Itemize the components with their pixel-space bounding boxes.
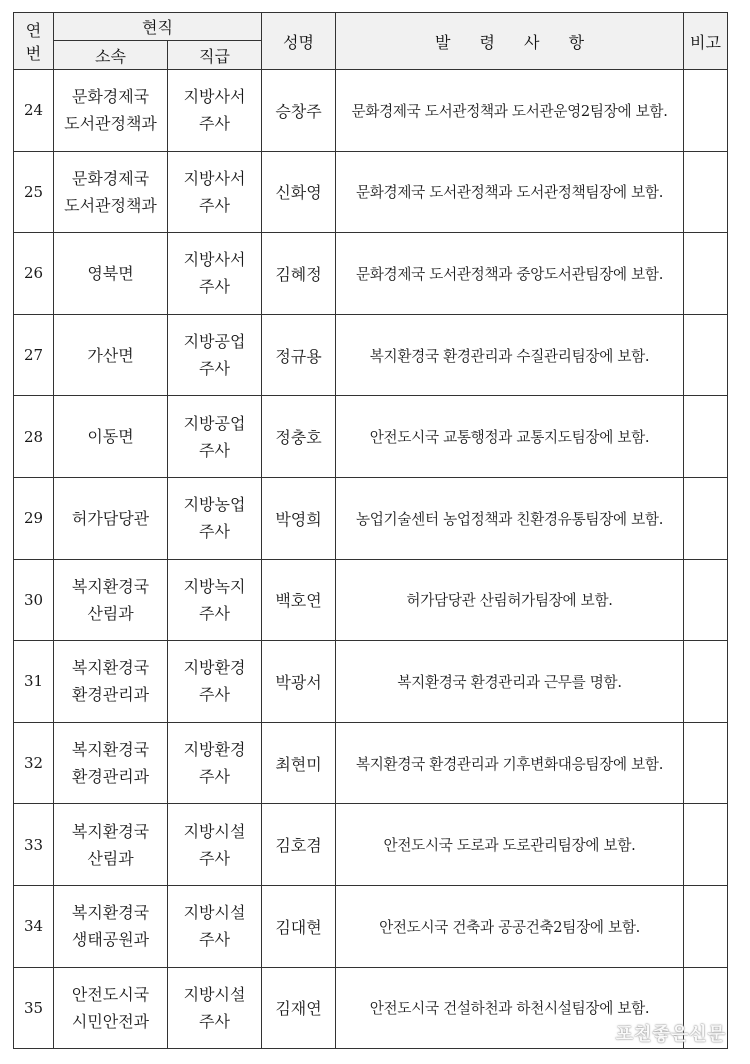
row-number: 24 (14, 70, 54, 152)
row-note (684, 559, 728, 641)
row-note (684, 885, 728, 967)
row-number: 28 (14, 396, 54, 478)
row-number: 33 (14, 804, 54, 886)
row-order: 농업기술센터 농업정책과 친환경유통팀장에 보함. (336, 477, 684, 559)
row-department: 가산면 (54, 314, 168, 396)
row-order: 허가담당관 산림허가팀장에 보함. (336, 559, 684, 641)
row-department: 복지환경국 산림과 (54, 804, 168, 886)
header-note: 비고 (684, 13, 728, 70)
row-name: 백호연 (262, 559, 336, 641)
row-grade: 지방시설 주사 (168, 967, 262, 1049)
row-grade: 지방시설 주사 (168, 885, 262, 967)
row-note (684, 641, 728, 723)
row-department: 복지환경국 환경관리과 (54, 641, 168, 723)
row-number: 29 (14, 477, 54, 559)
row-grade: 지방공업 주사 (168, 396, 262, 478)
row-name: 정규용 (262, 314, 336, 396)
row-order: 복지환경국 환경관리과 기후변화대응팀장에 보함. (336, 722, 684, 804)
row-number: 30 (14, 559, 54, 641)
row-name: 김호겸 (262, 804, 336, 886)
personnel-table (13, 12, 728, 1049)
row-department: 문화경제국 도서관정책과 (54, 151, 168, 233)
row-order: 문화경제국 도서관정책과 도서관정책팀장에 보함. (336, 151, 684, 233)
table-row (14, 885, 728, 967)
row-order: 문화경제국 도서관정책과 중앙도서관팀장에 보함. (336, 233, 684, 315)
header-current: 현직 (54, 13, 262, 41)
row-number: 31 (14, 641, 54, 723)
row-name: 최현미 (262, 722, 336, 804)
watermark-logo: 포천좋은신문 (615, 1024, 726, 1045)
row-grade: 지방공업 주사 (168, 314, 262, 396)
row-department: 안전도시국 시민안전과 (54, 967, 168, 1049)
row-order: 안전도시국 건축과 공공건축2팀장에 보함. (336, 885, 684, 967)
row-department: 영북면 (54, 233, 168, 315)
row-grade: 지방사서 주사 (168, 151, 262, 233)
row-department: 허가담당관 (54, 477, 168, 559)
row-note (684, 151, 728, 233)
row-name: 신화영 (262, 151, 336, 233)
row-name: 승창주 (262, 70, 336, 152)
row-department: 복지환경국 산림과 (54, 559, 168, 641)
row-note (684, 70, 728, 152)
row-order: 복지환경국 환경관리과 수질관리팀장에 보함. (336, 314, 684, 396)
table-row (14, 233, 728, 315)
table-row (14, 70, 728, 152)
row-note (684, 233, 728, 315)
row-department: 복지환경국 환경관리과 (54, 722, 168, 804)
table-row (14, 151, 728, 233)
table-row (14, 396, 728, 478)
row-number: 35 (14, 967, 54, 1049)
row-number: 26 (14, 233, 54, 315)
row-number: 34 (14, 885, 54, 967)
header-name: 성명 (262, 13, 336, 70)
header-dept: 소속 (54, 41, 168, 70)
row-grade: 지방농업 주사 (168, 477, 262, 559)
table-row (14, 641, 728, 723)
row-name: 김재연 (262, 967, 336, 1049)
row-number: 27 (14, 314, 54, 396)
table-row (14, 559, 728, 641)
row-order: 안전도시국 건설하천과 하천시설팀장에 보함. (336, 967, 684, 1049)
row-note (684, 804, 728, 886)
table-body (14, 70, 728, 1049)
row-name: 박영희 (262, 477, 336, 559)
row-order: 문화경제국 도서관정책과 도서관운영2팀장에 보함. (336, 70, 684, 152)
row-note (684, 396, 728, 478)
row-name: 정충호 (262, 396, 336, 478)
row-grade: 지방환경 주사 (168, 722, 262, 804)
header-grade: 직급 (168, 41, 262, 70)
header-order: 발 령 사 항 (336, 13, 684, 70)
row-order: 안전도시국 도로과 도로관리팀장에 보함. (336, 804, 684, 886)
row-number: 32 (14, 722, 54, 804)
row-order: 복지환경국 환경관리과 근무를 명함. (336, 641, 684, 723)
row-grade: 지방환경 주사 (168, 641, 262, 723)
header-no: 연 번 (14, 13, 54, 70)
row-note (684, 314, 728, 396)
table-row (14, 314, 728, 396)
table-row (14, 722, 728, 804)
row-number: 25 (14, 151, 54, 233)
row-grade: 지방시설 주사 (168, 804, 262, 886)
table-row (14, 804, 728, 886)
row-department: 이동면 (54, 396, 168, 478)
row-grade: 지방사서 주사 (168, 233, 262, 315)
row-name: 김대현 (262, 885, 336, 967)
row-name: 박광서 (262, 641, 336, 723)
table-row (14, 477, 728, 559)
row-order: 안전도시국 교통행정과 교통지도팀장에 보함. (336, 396, 684, 478)
row-grade: 지방사서 주사 (168, 70, 262, 152)
row-department: 복지환경국 생태공원과 (54, 885, 168, 967)
row-note (684, 722, 728, 804)
row-note (684, 477, 728, 559)
row-grade: 지방녹지 주사 (168, 559, 262, 641)
row-department: 문화경제국 도서관정책과 (54, 70, 168, 152)
row-name: 김혜정 (262, 233, 336, 315)
table-header (14, 13, 728, 70)
